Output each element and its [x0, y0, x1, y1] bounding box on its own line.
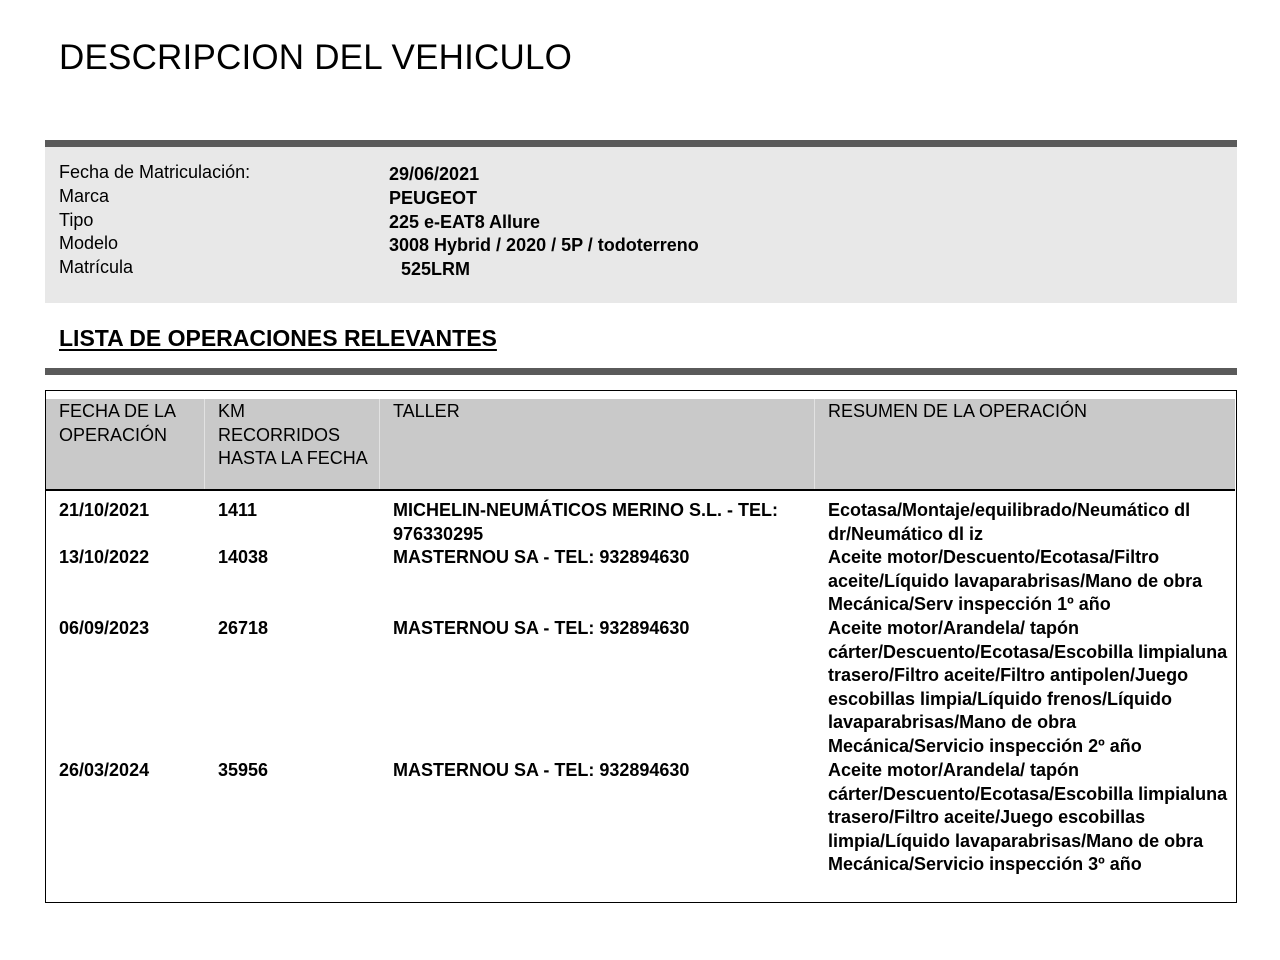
operations-section-title: LISTA DE OPERACIONES RELEVANTES	[59, 325, 497, 351]
field-value: 225 e-EAT8 Allure	[389, 212, 541, 232]
cell-workshop: MASTERNOU SA - TEL: 932894630	[393, 618, 690, 638]
header-summary: RESUMEN DE LA OPERACIÓN	[828, 401, 1088, 421]
cell-km: 1411	[218, 500, 258, 520]
header-km: KM RECORRIDOS HASTA LA FECHA	[218, 401, 368, 468]
section-divider	[45, 368, 1237, 375]
field-label: Marca	[59, 186, 110, 206]
table-row	[46, 759, 1235, 901]
field-label: Matrícula	[59, 257, 134, 277]
cell-workshop: MASTERNOU SA - TEL: 932894630	[393, 547, 690, 567]
cell-date: 13/10/2022	[59, 547, 150, 567]
table-header	[46, 399, 1235, 491]
cell-km: 26718	[218, 618, 269, 638]
header-workshop: TALLER	[393, 401, 460, 421]
field-label: Fecha de Matriculación:	[59, 162, 251, 182]
column-separator	[379, 399, 380, 489]
field-label: Tipo	[59, 210, 94, 230]
vehicle-info-panel	[45, 140, 1237, 303]
table-row	[46, 617, 1235, 759]
operations-table	[45, 390, 1237, 903]
cell-summary: Aceite motor/Descuento/Ecotasa/Filtro aceite/Líquido lavaparabrisas/Mano de obra Mecánica/Serv inspección 1º año	[828, 547, 1203, 614]
field-label: Modelo	[59, 233, 119, 253]
cell-workshop: MASTERNOU SA - TEL: 932894630	[393, 760, 690, 780]
cell-date: 06/09/2023	[59, 618, 150, 638]
column-separator	[204, 399, 205, 489]
cell-km: 35956	[218, 760, 269, 780]
table-row	[46, 546, 1235, 617]
cell-summary: Ecotasa/Montaje/equilibrado/Neumático dl dr/Neumático dl iz	[828, 500, 1191, 544]
cell-summary: Aceite motor/Arandela/ tapón cárter/Descuento/Ecotasa/Escobilla limpialuna trasero/Filtro aceite/Filtro antipolen/Juego escobillas limpia/Líquido frenos/Líquido lavaparabrisas/Mano de obra Mecánica/Servicio inspección 2º año	[828, 618, 1228, 756]
field-value: 525LRM	[401, 259, 471, 279]
field-value: 29/06/2021	[389, 164, 480, 184]
cell-date: 26/03/2024	[59, 760, 150, 780]
header-date: FECHA DE LA OPERACIÓN	[59, 401, 176, 445]
field-value: 3008 Hybrid / 2020 / 5P / todoterreno	[389, 235, 699, 255]
page-title: DESCRIPCION DEL VEHICULO	[59, 38, 573, 77]
table-row	[46, 499, 1235, 546]
field-value: PEUGEOT	[389, 188, 478, 208]
cell-date: 21/10/2021	[59, 500, 150, 520]
table-body	[46, 499, 1235, 901]
column-separator	[814, 399, 815, 489]
cell-summary: Aceite motor/Arandela/ tapón cárter/Descuento/Ecotasa/Escobilla limpialuna trasero/Filtro aceite/Juego escobillas limpia/Líquido lavaparabrisas/Mano de obra Mecánica/Servicio inspección 3º año	[828, 760, 1228, 874]
cell-km: 14038	[218, 547, 269, 567]
cell-workshop: MICHELIN-NEUMÁTICOS MERINO S.L. - TEL: 976330295	[393, 500, 778, 544]
